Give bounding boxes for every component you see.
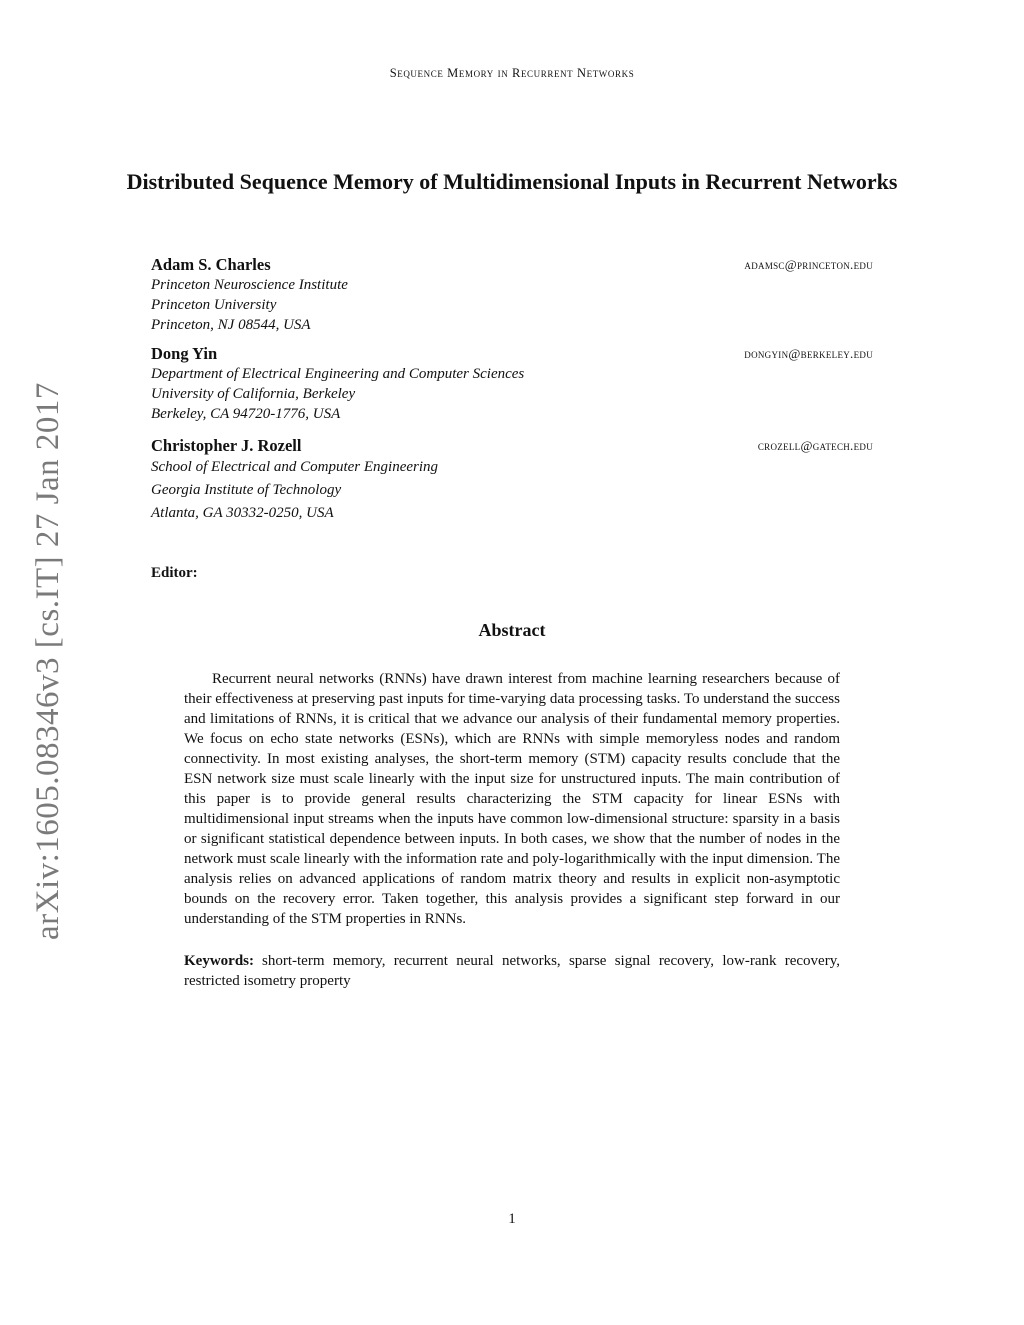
author-affiliation-line: University of California, Berkeley [151,386,356,402]
author-affiliation-line: Princeton University [151,297,277,313]
abstract-heading: Abstract [478,620,546,640]
author-affiliation-line: School of Electrical and Computer Engineering [151,459,439,475]
author-block-2 [151,344,873,424]
author-name: Dong Yin [151,344,218,363]
author-affiliation-line: Princeton Neuroscience Institute [151,277,348,293]
abstract-body [184,669,840,929]
keywords-label: Keywords: [184,953,254,969]
keywords-text: short-term memory, recurrent neural networks, sparse signal recovery, low-rank recovery, restricted isometry property [184,953,840,989]
author-block-3 [151,436,873,525]
author-email[interactable]: adamsc@princeton.edu [744,257,873,272]
page-number: 1 [508,1211,516,1227]
paper-title: Distributed Sequence Memory of Multidimensional Inputs in Recurrent Networks [126,169,898,194]
author-affiliation-line: Georgia Institute of Technology [151,482,342,498]
author-affiliation-line: Department of Electrical Engineering and Computer Sciences [151,366,525,382]
author-name: Adam S. Charles [151,255,271,274]
author-name: Christopher J. Rozell [151,436,302,455]
author-affiliation-line: Atlanta, GA 30332-0250, USA [151,505,334,521]
abstract-paragraph: Recurrent neural networks (RNNs) have drawn interest from machine learning researchers because of their effectiveness at preserving past inputs for time-varying data processing tasks. To understand the success and limitations of RNNs, it is critical that we advance our analysis of their fundamental memory properties. We focus on echo state networks (ESNs), which are RNNs with simple memoryless nodes and random connectivity. In most existing analyses, the short-term memory (STM) capacity results conclude that the ESN network size must scale linearly with the input size for unstructured inputs. The main contribution of this paper is to provide general results characterizing the STM capacity for linear ESNs with multidimensional input streams when the inputs have common low-dimensional structure: sparsity in a basis or significant statistical dependence between inputs. In both cases, we show that the number of nodes in the network must scale linearly with the information rate and poly-logarithmically with the input dimension. The analysis relies on advanced applications of random matrix theory and results in explicit non-asymptotic bounds on the recovery error. Taken together, this analysis provides a significant step forward in our understanding of the STM properties in RNNs. [184,671,840,927]
author-block-1 [151,255,873,335]
editor-label: Editor: [151,565,198,581]
author-affiliation-line: Berkeley, CA 94720-1776, USA [151,406,341,422]
keywords [184,951,840,991]
author-email[interactable]: crozell@gatech.edu [757,438,873,453]
author-affiliation-line: Princeton, NJ 08544, USA [151,317,311,333]
arxiv-stamp: arXiv:1605.08346v3 [cs.IT] 27 Jan 2017 [30,382,66,940]
author-email[interactable]: dongyin@berkeley.edu [744,346,873,361]
running-head: Sequence Memory in Recurrent Networks [389,66,635,80]
